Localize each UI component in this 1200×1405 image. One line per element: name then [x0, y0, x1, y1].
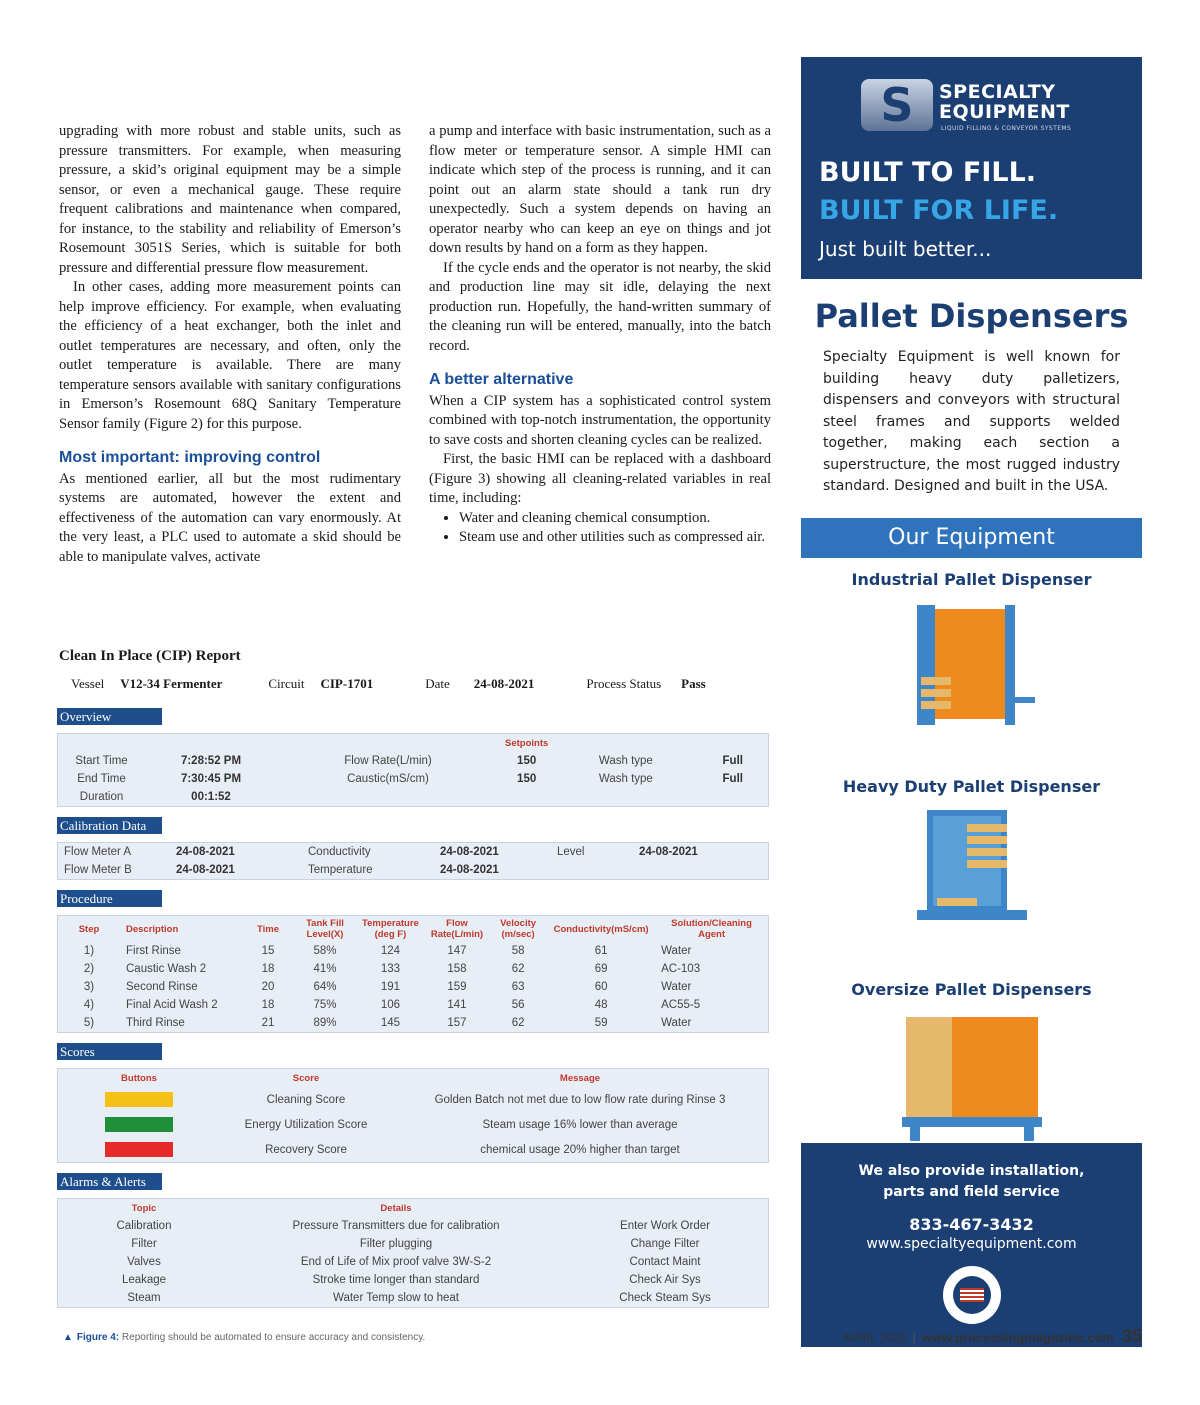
- table-row: [58, 978, 768, 996]
- column-header: Score: [292, 1072, 320, 1084]
- vessel-label: Vessel: [71, 676, 105, 691]
- score-name: Recovery Score: [265, 1143, 347, 1156]
- report-title: Clean In Place (CIP) Report: [59, 648, 241, 664]
- table-cell: AC-103: [661, 963, 701, 975]
- logo-line-1: SPECIALTY: [939, 81, 1056, 103]
- column-header: Velocity (m/sec): [500, 918, 537, 940]
- alarm-topic: Leakage: [121, 1274, 167, 1286]
- column-header: Flow Rate(L/min): [430, 918, 484, 940]
- status-label: Process Status: [586, 676, 662, 691]
- table-cell: 4): [83, 999, 95, 1011]
- table-cell: 60: [594, 981, 608, 993]
- scores-panel: [57, 1068, 769, 1163]
- magazine-url[interactable]: www.processingmagazine.com: [921, 1330, 1114, 1345]
- score-message: Steam usage 16% lower than average: [482, 1118, 678, 1131]
- overview-panel: [57, 733, 769, 807]
- date-value: 24-08-2021: [473, 676, 535, 691]
- logo-line-2: EQUIPMENT: [939, 101, 1070, 123]
- table-cell: 2): [83, 963, 95, 975]
- section-heading: A better alternative: [429, 371, 574, 388]
- calibration-panel: [57, 842, 769, 880]
- article-column-right: [429, 122, 771, 548]
- list-item: • Water and cleaning chemical consumption.: [459, 509, 771, 529]
- wash-type-label: Wash type: [598, 773, 653, 785]
- alarm-action: Enter Work Order: [620, 1220, 710, 1232]
- figure-caption: [57, 1332, 769, 1343]
- website-link[interactable]: www.specialtyequipment.com: [866, 1236, 1077, 1252]
- table-cell: 58%: [313, 945, 337, 957]
- alarms-panel: [57, 1198, 769, 1308]
- table-cell: Third Rinse: [126, 1017, 185, 1029]
- table-cell: 58: [511, 945, 525, 957]
- column-header: Message: [559, 1072, 601, 1084]
- score-name: Cleaning Score: [266, 1093, 346, 1106]
- alarm-detail: Filter plugging: [359, 1238, 433, 1250]
- level-label: Level: [557, 846, 585, 858]
- alarm-detail: Stroke time longer than standard: [312, 1274, 480, 1286]
- caustic-label: Caustic(mS/cm): [347, 773, 429, 785]
- table-cell: First Rinse: [126, 945, 181, 957]
- procedure-panel: [57, 915, 769, 1033]
- oversize-dispenser-icon: [892, 1007, 1052, 1147]
- table-cell: 75%: [313, 999, 337, 1011]
- table-cell: 1): [83, 945, 95, 957]
- table-cell: 3): [83, 981, 95, 993]
- date-label: Date: [425, 676, 450, 691]
- table-cell: 20: [261, 981, 275, 993]
- tagline-3: Just built better...: [819, 237, 992, 261]
- ad-headline: Pallet Dispensers: [814, 297, 1129, 335]
- alarm-topic: Filter: [131, 1238, 157, 1250]
- calibration-table: [58, 843, 768, 879]
- paragraph: As mentioned earlier, all but the most rudimentary systems are automated, however the extent and effectiveness of the automation can vary enormously. At the very least, a PLC used to automate a skid should be able to manipulate valves, activate: [59, 470, 401, 565]
- overview-table: [58, 734, 768, 806]
- conductivity-date: 24-08-2021: [440, 846, 499, 858]
- section-scores: Scores: [57, 1043, 162, 1060]
- product-title: Oversize Pallet Dispensers: [851, 979, 1092, 999]
- industrial-dispenser-icon: [907, 597, 1037, 737]
- table-cell: 191: [380, 981, 401, 993]
- setpoints-header: Setpoints: [505, 737, 549, 749]
- separator: |: [912, 1331, 916, 1345]
- column-header: Step: [78, 923, 100, 935]
- column-header: Description: [126, 923, 179, 935]
- score-message: chemical usage 20% higher than target: [480, 1143, 680, 1156]
- table-cell: 89%: [313, 1017, 337, 1029]
- ad-body: Specialty Equipment is well known for building heavy duty palletizers, dispensers and conveyors with structural steel frames and supports welded together, making each section a superstructure, the most rugged industry standard. Designed and built in the USA.: [823, 349, 1120, 494]
- table-cell: 5): [83, 1017, 95, 1029]
- pallet-dispenser-image: [907, 804, 1037, 954]
- phone-number[interactable]: 833-467-3432: [909, 1215, 1034, 1234]
- logo-s-icon: S: [861, 79, 933, 131]
- table-row: [58, 1137, 768, 1162]
- table-row: [58, 1253, 768, 1271]
- alarm-topic: Calibration: [116, 1220, 172, 1232]
- end-time-value: 7:30:45 PM: [180, 773, 242, 785]
- our-equipment-bar: Our Equipment: [801, 518, 1142, 558]
- table-cell: 15: [261, 945, 275, 957]
- triangle-icon: ▲: [63, 1332, 73, 1343]
- table-row: [58, 1235, 768, 1253]
- paragraph: If the cycle ends and the operator is not nearby, the skid and production line may sit idle, delaying the next production run. Hopefully, the hand-written summary of the cleaning run will be entered, manually, into the batch record.: [429, 259, 771, 354]
- wash-type-label: Wash type: [598, 755, 653, 767]
- flow-meter-b-label: Flow Meter B: [64, 864, 132, 876]
- paragraph: In other cases, adding more measurement points can help improve efficiency. For example, when evaluating the efficiency of a heat exchanger, both the inlet and outlet temperatures are necessary, and often, only the outlet temperature is available. There are many temperature sensors available with sanitary configurations in Emerson’s Rosemount 68Q Sanitary Temperature Sensor family (Figure 2) for this purpose.: [59, 279, 401, 432]
- section-heading: Most important: improving control: [59, 449, 321, 466]
- ad-banner: [801, 57, 1142, 279]
- flow-rate-value: 150: [517, 755, 537, 767]
- circuit-label: Circuit: [268, 676, 305, 691]
- table-cell: Water: [661, 981, 692, 993]
- circuit-value: CIP-1701: [320, 676, 374, 691]
- service-line-1: We also provide installation,: [858, 1163, 1085, 1179]
- duration-value: 00:1:52: [191, 791, 231, 803]
- wash-type-value: Full: [722, 755, 743, 767]
- column-header: Time: [256, 923, 279, 935]
- table-cell: 18: [261, 963, 275, 975]
- issue-date: APRIL 2022: [842, 1331, 907, 1345]
- table-row: [58, 1087, 768, 1112]
- conductivity-label: Conductivity: [308, 846, 371, 858]
- table-cell: Second Rinse: [126, 981, 198, 993]
- table-cell: 159: [447, 981, 467, 993]
- tagline-2: BUILT FOR LIFE.: [819, 195, 1059, 226]
- alarm-detail: End of Life of Mix proof valve 3W-S-2: [300, 1256, 492, 1268]
- flow-meter-a-date: 24-08-2021: [176, 846, 235, 858]
- alarm-action: Check Steam Sys: [619, 1292, 711, 1304]
- table-cell: 124: [380, 945, 401, 957]
- section-overview: Overview: [57, 708, 162, 725]
- table-cell: 18: [261, 999, 275, 1011]
- column-header: Temperature (deg F): [362, 918, 419, 940]
- alarm-topic: Steam: [127, 1292, 161, 1304]
- score-indicator-red: [105, 1142, 173, 1157]
- score-indicator-yellow: [105, 1092, 173, 1107]
- page-footer: [842, 1326, 1142, 1347]
- pallet-dispenser-image: [892, 1007, 1052, 1157]
- pallet-dispenser-image: [907, 597, 1037, 747]
- table-cell: 133: [380, 963, 401, 975]
- alarm-detail: Pressure Transmitters due for calibration: [292, 1220, 500, 1232]
- alarm-detail: Water Temp slow to heat: [333, 1292, 459, 1304]
- service-text: [801, 1161, 1142, 1203]
- paragraph: First, the basic HMI can be replaced with a dashboard (Figure 3) showing all cleaning-related variables in real time, including:: [429, 451, 771, 506]
- alarm-topic: Valves: [127, 1256, 161, 1268]
- table-cell: 157: [447, 1017, 467, 1029]
- bullet-list: [429, 509, 771, 548]
- report-meta: [57, 670, 769, 698]
- table-row: [58, 960, 768, 978]
- table-row: [58, 1271, 768, 1289]
- table-cell: Caustic Wash 2: [126, 963, 207, 975]
- wash-type-value: Full: [722, 773, 743, 785]
- table-cell: 69: [594, 963, 608, 975]
- product-title: Industrial Pallet Dispenser: [851, 569, 1092, 589]
- temperature-date: 24-08-2021: [440, 864, 499, 876]
- flow-meter-b-date: 24-08-2021: [176, 864, 235, 876]
- alarms-table: [58, 1199, 768, 1307]
- table-cell: 61: [594, 945, 608, 957]
- procedure-table: [58, 916, 768, 1032]
- logo-subtitle: LIQUID FILLING & CONVEYOR SYSTEMS: [941, 125, 1072, 132]
- table-cell: 106: [380, 999, 401, 1011]
- status-value: Pass: [681, 676, 706, 691]
- paragraph: When a CIP system has a sophisticated control system combined with top-notch instrumentation, the opportunity to save costs and shorten cleaning cycles can be realized.: [429, 392, 771, 448]
- ad-footer: [801, 1143, 1142, 1347]
- start-time-label: Start Time: [75, 755, 128, 767]
- end-time-label: End Time: [77, 773, 126, 785]
- flow-rate-label: Flow Rate(L/min): [344, 755, 432, 767]
- start-time-value: 7:28:52 PM: [180, 755, 242, 767]
- company-logo: [861, 79, 1091, 139]
- table-cell: 21: [261, 1017, 275, 1029]
- section-calibration: Calibration Data: [57, 817, 162, 834]
- table-cell: 59: [594, 1017, 608, 1029]
- vessel-value: V12-34 Fermenter: [120, 676, 223, 691]
- page-number: 35: [1121, 1326, 1142, 1346]
- level-date: 24-08-2021: [639, 846, 698, 858]
- table-cell: 141: [447, 999, 467, 1011]
- caustic-value: 150: [517, 773, 537, 785]
- paragraph: a pump and interface with basic instrumentation, such as a flow meter or temperature sensor. A simple HMI can indicate which step of the process is running, and it can point out an alarm state should a tank run dry unexpectedly. Such a system depends on having an operator nearby who can keep an eye on things and jot down results by hand on a form as they happen.: [429, 123, 771, 256]
- table-cell: Water: [661, 1017, 692, 1029]
- product-title: Heavy Duty Pallet Dispenser: [842, 776, 1101, 796]
- cip-report-figure: [57, 642, 769, 1343]
- article-column-left: [59, 122, 401, 567]
- paragraph: upgrading with more robust and stable units, such as pressure transmitters. For example, when measuring pressure, a skid’s original equipment may be a simple sensor, or even a mechanical gauge. These require frequent calibrations and maintenance when compared, for instance, to the stability and reliability of Emerson’s Rosemount 3051S Series, which is suitable for both pressure and differential pressure flow measurement.: [59, 123, 401, 276]
- table-cell: 62: [511, 963, 525, 975]
- table-cell: 64%: [313, 981, 337, 993]
- temperature-label: Temperature: [308, 864, 373, 876]
- flag-icon: [960, 1288, 984, 1302]
- section-procedure: Procedure: [57, 890, 162, 907]
- scores-table: [58, 1069, 768, 1162]
- caption-label: Figure 4:: [76, 1332, 120, 1343]
- table-cell: 147: [447, 945, 467, 957]
- column-header: Tank Fill Level(X): [306, 918, 344, 940]
- score-indicator-green: [105, 1117, 173, 1132]
- table-cell: 48: [594, 999, 608, 1011]
- table-cell: 145: [380, 1017, 401, 1029]
- column-header: Topic: [131, 1202, 157, 1214]
- flow-meter-a-label: Flow Meter A: [64, 846, 132, 858]
- table-row: [58, 1014, 768, 1032]
- section-alarms: Alarms & Alerts: [57, 1173, 162, 1190]
- table-row: [58, 942, 768, 960]
- list-item: • Steam use and other utilities such as compressed air.: [459, 528, 771, 548]
- table-cell: AC55-5: [661, 999, 701, 1011]
- column-header: Buttons: [121, 1072, 157, 1084]
- table-cell: Final Acid Wash 2: [126, 999, 218, 1011]
- table-cell: Water: [661, 945, 692, 957]
- table-cell: 62: [511, 1017, 525, 1029]
- specialty-equipment-ad: [801, 57, 1142, 1347]
- alarm-action: Change Filter: [630, 1238, 700, 1250]
- caption-text: Reporting should be automated to ensure accuracy and consistency.: [121, 1332, 426, 1343]
- alarm-action: Contact Maint: [629, 1256, 701, 1268]
- table-cell: 158: [447, 963, 467, 975]
- service-line-2: parts and field service: [883, 1184, 1060, 1200]
- table-cell: 56: [511, 999, 525, 1011]
- duration-label: Duration: [79, 791, 124, 803]
- table-row: [58, 1217, 768, 1235]
- tagline-1: BUILT TO FILL.: [819, 157, 1037, 188]
- score-name: Energy Utilization Score: [244, 1118, 368, 1131]
- alarm-action: Check Air Sys: [629, 1274, 701, 1286]
- table-row: [58, 1289, 768, 1307]
- table-cell: 41%: [313, 963, 337, 975]
- made-in-usa-seal-icon: [943, 1266, 1001, 1324]
- score-message: Golden Batch not met due to low flow rate during Rinse 3: [434, 1093, 726, 1106]
- column-header: Conductivity(mS/cm): [553, 923, 649, 935]
- column-header: Solution/Cleaning Agent: [671, 918, 752, 940]
- heavy-duty-dispenser-icon: [907, 804, 1037, 944]
- table-cell: 63: [511, 981, 525, 993]
- column-header: Details: [380, 1202, 412, 1214]
- table-row: [58, 1112, 768, 1137]
- table-row: [58, 996, 768, 1014]
